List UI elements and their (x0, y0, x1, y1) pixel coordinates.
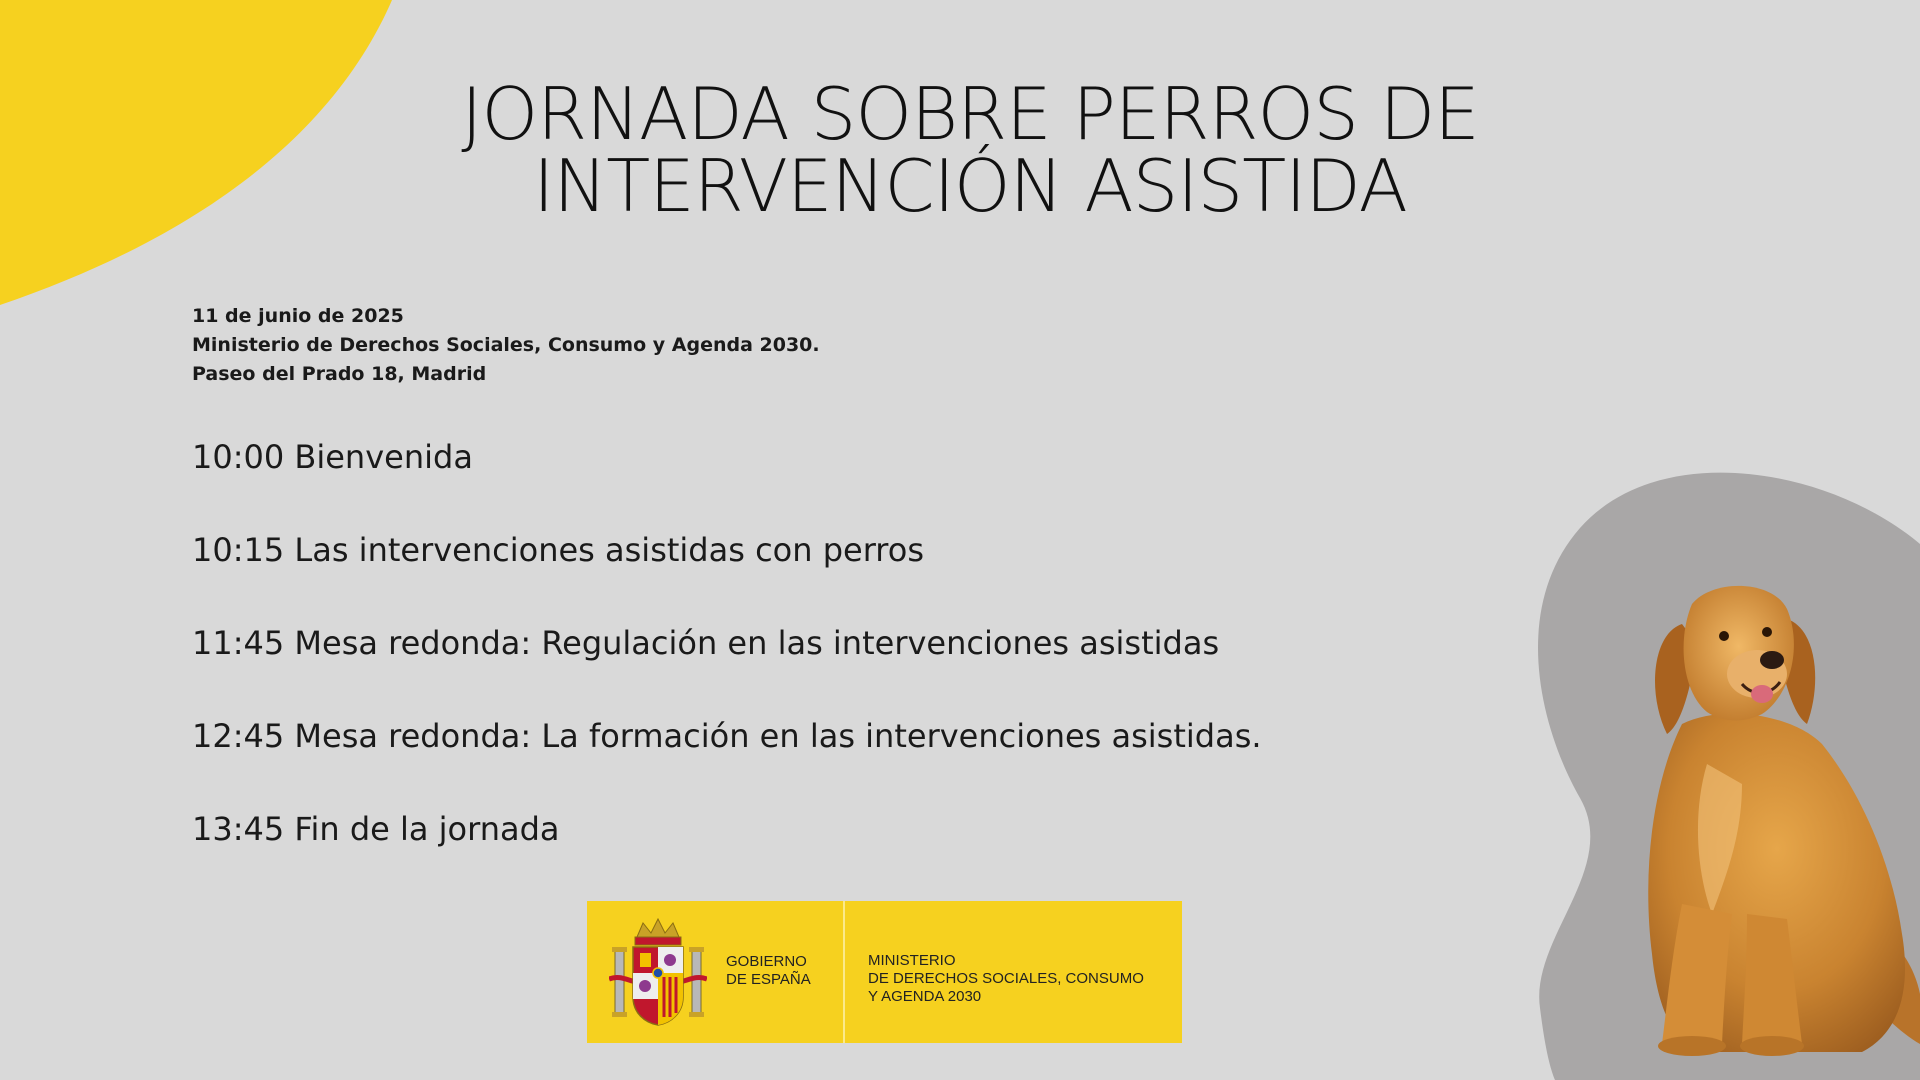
agenda-item: 11:45 Mesa redonda: Regulación en las intervenciones asistidas (192, 624, 1220, 662)
agenda-item: 10:00 Bienvenida (192, 438, 473, 476)
page-title (320, 72, 1620, 228)
ministry-line-3: Y AGENDA 2030 (868, 988, 982, 1005)
event-date: 11 de junio de 2025 (192, 305, 404, 327)
event-info (192, 302, 820, 389)
event-address: Paseo del Prado 18, Madrid (192, 363, 487, 385)
coat-of-arms-icon (609, 917, 707, 1029)
agenda-item: 12:45 Mesa redonda: La formación en las intervenciones asistidas. (192, 717, 1262, 755)
agenda-item: 10:15 Las intervenciones asistidas con perros (192, 531, 924, 569)
title-line-1: JORNADA SOBRE PERROS DE (461, 72, 1479, 156)
ministry-line-2: DE DERECHOS SOCIALES, CONSUMO (868, 970, 1144, 987)
title-line-2: INTERVENCIÓN ASISTIDA (533, 144, 1407, 228)
golden-retriever-photo (1612, 574, 1920, 1060)
ministry-name (868, 952, 1144, 1006)
ministry-line-1: MINISTERIO (868, 952, 956, 969)
government-line-1: GOBIERNO (726, 953, 807, 970)
government-line-2: DE ESPAÑA (726, 971, 811, 988)
government-logo (587, 901, 1182, 1043)
government-name (726, 953, 811, 989)
event-venue: Ministerio de Derechos Sociales, Consumo y Agenda 2030. (192, 334, 820, 356)
logo-divider (843, 901, 845, 1043)
agenda-list (192, 433, 1492, 898)
agenda-item: 13:45 Fin de la jornada (192, 810, 560, 848)
